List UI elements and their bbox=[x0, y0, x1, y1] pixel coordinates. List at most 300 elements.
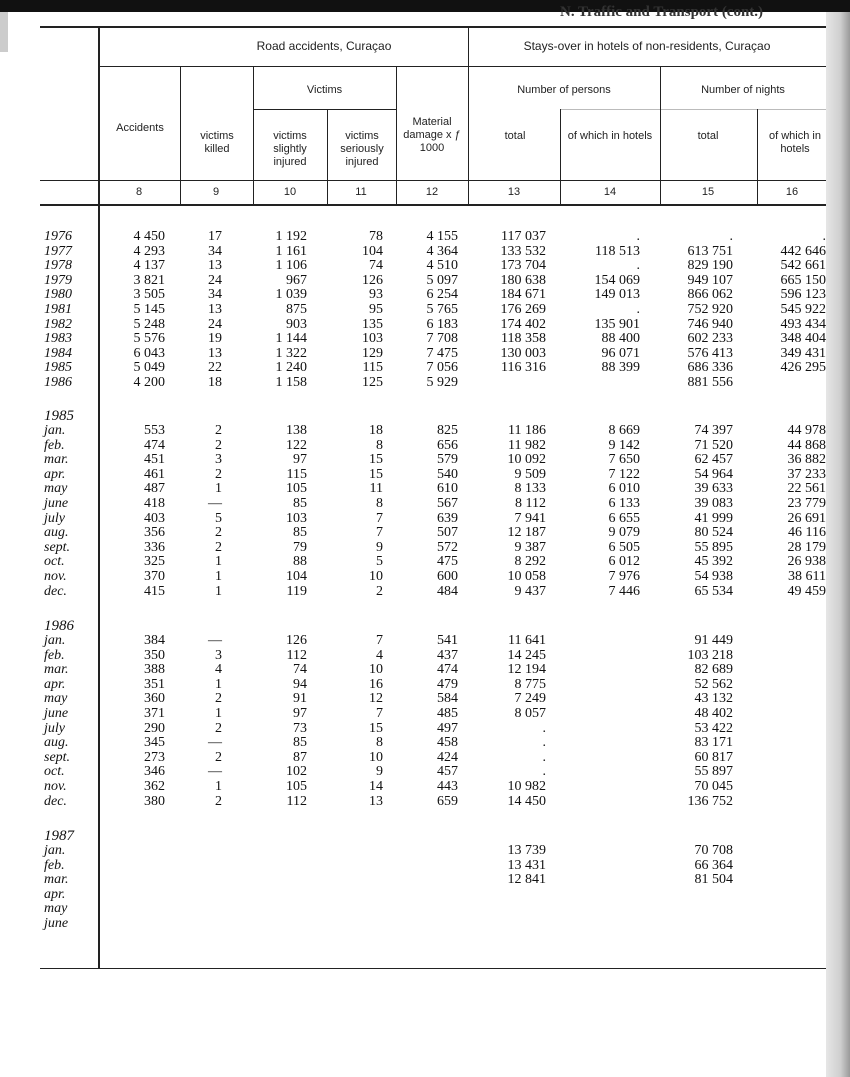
cell-col-11: 16 bbox=[369, 676, 383, 692]
col-divider bbox=[757, 109, 758, 205]
cell-col-9: 17 bbox=[208, 229, 222, 244]
cell-col-13: 11 641 bbox=[508, 633, 546, 648]
year-group-heading: 1987 bbox=[44, 828, 74, 844]
cell-col-9: 19 bbox=[208, 331, 222, 347]
col-persons-hotels: of which in hotels bbox=[567, 130, 653, 142]
row-label: feb. bbox=[44, 437, 65, 453]
cell-col-11: 9 bbox=[376, 764, 383, 780]
cell-col-10: 79 bbox=[293, 539, 307, 555]
row-label: apr. bbox=[44, 676, 66, 692]
cell-col-9: 24 bbox=[208, 272, 222, 288]
cell-col-8: 418 bbox=[144, 496, 165, 511]
cell-col-9: 2 bbox=[215, 691, 222, 707]
table-row bbox=[0, 273, 850, 288]
cell-col-9: 1 bbox=[215, 583, 222, 599]
row-label: 1983 bbox=[44, 331, 72, 347]
cell-col-16: 23 779 bbox=[787, 496, 826, 511]
cell-col-9: 1 bbox=[215, 569, 222, 584]
col-slightly: victims slightly injured bbox=[273, 130, 307, 168]
year-group-heading: 1985 bbox=[44, 408, 74, 424]
cell-col-11: 7 bbox=[376, 510, 383, 526]
cell-col-15: 53 422 bbox=[694, 720, 733, 736]
table-row bbox=[0, 901, 850, 916]
row-label: nov. bbox=[44, 779, 67, 794]
cell-col-15: 52 562 bbox=[694, 676, 733, 692]
cell-col-9: 24 bbox=[208, 316, 222, 332]
cell-col-13: 12 841 bbox=[507, 872, 546, 888]
cell-col-14: 88 400 bbox=[601, 331, 640, 347]
table-row bbox=[0, 375, 850, 390]
cell-col-10: 119 bbox=[286, 583, 307, 599]
cell-col-14: 88 399 bbox=[601, 360, 640, 376]
cell-col-16: 26 938 bbox=[787, 554, 826, 570]
cell-col-12: 5 765 bbox=[426, 302, 458, 317]
row-label: july bbox=[44, 510, 65, 526]
table-row bbox=[0, 794, 850, 809]
cell-col-11: 14 bbox=[369, 779, 383, 794]
row-label: may bbox=[44, 901, 68, 917]
row-label: apr. bbox=[44, 466, 66, 482]
cell-col-8: 351 bbox=[144, 676, 165, 692]
table-row bbox=[0, 584, 850, 599]
cell-col-8: 5 576 bbox=[133, 331, 165, 347]
cell-col-15: 74 397 bbox=[694, 423, 733, 438]
cell-col-12: 4 510 bbox=[426, 258, 458, 274]
cell-col-13: 117 037 bbox=[501, 229, 546, 244]
cell-col-15: 55 895 bbox=[694, 539, 733, 555]
cell-col-15: 81 504 bbox=[694, 872, 733, 888]
row-label: apr. bbox=[44, 886, 66, 902]
cell-col-8: 4 293 bbox=[133, 243, 165, 259]
cell-col-12: 7 056 bbox=[426, 360, 458, 376]
row-label: oct. bbox=[44, 554, 65, 570]
row-label: jan. bbox=[44, 633, 66, 648]
row-label: jan. bbox=[44, 843, 66, 858]
cell-col-13: 8 112 bbox=[515, 496, 546, 511]
cell-col-9: 2 bbox=[215, 423, 222, 438]
cell-col-10: 875 bbox=[286, 302, 307, 317]
column-number: 13 bbox=[507, 186, 521, 198]
cell-col-11: 129 bbox=[362, 345, 383, 361]
column-number: 16 bbox=[785, 186, 799, 198]
cell-col-14: 9 079 bbox=[608, 525, 640, 541]
cell-col-16: 49 459 bbox=[787, 583, 826, 599]
table-row bbox=[0, 481, 850, 496]
table-row bbox=[0, 331, 850, 346]
cell-col-9: 34 bbox=[208, 243, 222, 259]
cell-col-13: . bbox=[542, 749, 546, 765]
cell-col-9: 13 bbox=[208, 302, 222, 317]
cell-col-9: 34 bbox=[208, 287, 222, 303]
table-row bbox=[0, 858, 850, 873]
cell-col-11: 74 bbox=[369, 258, 383, 274]
cell-col-13: 8 775 bbox=[514, 676, 546, 692]
table-row bbox=[0, 721, 850, 736]
row-label: mar. bbox=[44, 872, 69, 888]
cell-col-16: 665 150 bbox=[780, 272, 826, 288]
cell-col-13: . bbox=[542, 720, 546, 736]
cell-col-10: 85 bbox=[293, 525, 307, 541]
table-row bbox=[0, 360, 850, 375]
cell-col-8: 370 bbox=[144, 569, 165, 584]
cell-col-11: 126 bbox=[362, 272, 383, 288]
cell-col-14: . bbox=[636, 258, 640, 274]
cell-col-11: 15 bbox=[369, 466, 383, 482]
cell-col-15: 70 045 bbox=[694, 779, 733, 794]
cell-col-11: 8 bbox=[376, 496, 383, 511]
row-label: june bbox=[44, 706, 69, 721]
cell-col-15: 45 392 bbox=[694, 554, 733, 570]
cell-col-8: 3 821 bbox=[133, 272, 165, 288]
col-divider bbox=[396, 66, 397, 205]
cell-col-16: 22 561 bbox=[787, 481, 826, 497]
cell-col-16: 349 431 bbox=[780, 345, 826, 361]
cell-col-9: 3 bbox=[215, 452, 222, 468]
cell-col-8: 5 145 bbox=[133, 302, 165, 317]
cell-col-10: 112 bbox=[286, 793, 307, 809]
table-row bbox=[0, 691, 850, 706]
row-label: 1982 bbox=[44, 316, 72, 332]
cell-col-10: 102 bbox=[286, 764, 307, 780]
cell-col-10: 73 bbox=[293, 720, 307, 736]
cell-col-9: 1 bbox=[215, 779, 222, 794]
cell-col-14: 7 650 bbox=[608, 452, 640, 468]
table-row bbox=[0, 554, 850, 569]
cell-col-8: 3 505 bbox=[133, 287, 165, 303]
row-label: aug. bbox=[44, 735, 69, 751]
cell-col-10: 105 bbox=[286, 779, 307, 794]
row-label: may bbox=[44, 691, 68, 707]
column-number: 14 bbox=[603, 186, 617, 198]
cell-col-15: 602 233 bbox=[687, 331, 733, 347]
cell-col-10: 115 bbox=[286, 466, 307, 482]
col-killed: victims killed bbox=[200, 130, 234, 155]
cell-col-9: 2 bbox=[215, 749, 222, 765]
row-label: 1976 bbox=[44, 229, 72, 244]
cell-col-14: 6 010 bbox=[608, 481, 640, 497]
cell-col-9: 4 bbox=[215, 662, 222, 678]
cell-col-11: 8 bbox=[376, 735, 383, 751]
row-label: 1981 bbox=[44, 302, 72, 317]
cell-col-8: 273 bbox=[144, 749, 165, 765]
cell-col-12: 475 bbox=[437, 554, 458, 570]
cell-col-10: 967 bbox=[286, 272, 307, 288]
cell-col-11: 7 bbox=[376, 706, 383, 721]
cell-col-8: 553 bbox=[144, 423, 165, 438]
row-label: mar. bbox=[44, 662, 69, 678]
cell-col-10: 105 bbox=[286, 481, 307, 497]
row-label: feb. bbox=[44, 647, 65, 663]
cell-col-13: 13 739 bbox=[507, 843, 546, 858]
cell-col-12: 659 bbox=[437, 793, 458, 809]
cell-col-12: 4 364 bbox=[426, 243, 458, 259]
cell-col-15: 48 402 bbox=[694, 706, 733, 721]
row-label: 1978 bbox=[44, 258, 72, 274]
cell-col-15: 752 920 bbox=[687, 302, 733, 317]
cell-col-14: 135 901 bbox=[594, 316, 640, 332]
table-row bbox=[0, 633, 850, 648]
cell-col-12: 567 bbox=[437, 496, 458, 511]
cell-col-15: 82 689 bbox=[694, 662, 733, 678]
year-group-heading: 1986 bbox=[44, 618, 74, 634]
cell-col-11: 13 bbox=[369, 793, 383, 809]
cell-col-14: 96 071 bbox=[601, 345, 640, 361]
cell-col-11: 9 bbox=[376, 539, 383, 555]
cell-col-8: 6 043 bbox=[133, 345, 165, 361]
cell-col-15: 949 107 bbox=[687, 272, 733, 288]
cell-col-16: 46 116 bbox=[788, 525, 826, 541]
cell-col-10: 88 bbox=[293, 554, 307, 570]
cell-col-15: 70 708 bbox=[694, 843, 733, 858]
row-label: jan. bbox=[44, 423, 66, 438]
cell-col-15: 881 556 bbox=[687, 375, 733, 390]
row-label: aug. bbox=[44, 525, 69, 541]
cell-col-13: 118 358 bbox=[501, 331, 546, 347]
table-row bbox=[0, 244, 850, 259]
cell-col-13: 184 671 bbox=[500, 287, 546, 303]
cell-col-10: 1 039 bbox=[275, 287, 307, 303]
cell-col-8: 346 bbox=[144, 764, 165, 780]
running-head: N. Traffic and Transport (cont.) bbox=[560, 4, 764, 20]
cell-col-10: 85 bbox=[293, 496, 307, 511]
row-label: sept. bbox=[44, 749, 71, 765]
table-row bbox=[0, 779, 850, 794]
column-number: 9 bbox=[212, 186, 220, 198]
cell-col-8: 4 450 bbox=[133, 229, 165, 244]
cell-col-10: 903 bbox=[286, 316, 307, 332]
cell-col-9: — bbox=[208, 633, 222, 648]
table-row bbox=[0, 648, 850, 663]
cell-col-15: 91 449 bbox=[694, 633, 733, 648]
cell-col-12: 479 bbox=[437, 676, 458, 692]
cell-col-15: 54 938 bbox=[694, 569, 733, 584]
cell-col-15: 613 751 bbox=[687, 243, 733, 259]
cell-col-13: 9 437 bbox=[514, 583, 546, 599]
cell-col-10: 1 106 bbox=[275, 258, 307, 274]
cell-col-11: 115 bbox=[362, 360, 383, 376]
cell-col-10: 1 144 bbox=[275, 331, 307, 347]
cell-col-11: 103 bbox=[362, 331, 383, 347]
table-row bbox=[0, 287, 850, 302]
cell-col-9: 2 bbox=[215, 437, 222, 453]
cell-col-10: 112 bbox=[286, 647, 307, 663]
row-label: july bbox=[44, 720, 65, 736]
cell-col-12: 484 bbox=[437, 583, 458, 599]
cell-col-11: 10 bbox=[369, 749, 383, 765]
cell-col-15: 746 940 bbox=[687, 316, 733, 332]
cell-col-9: 1 bbox=[215, 676, 222, 692]
cell-col-8: 384 bbox=[144, 633, 165, 648]
cell-col-14: 9 142 bbox=[608, 437, 640, 453]
cell-col-8: 451 bbox=[144, 452, 165, 468]
cell-col-12: 6 183 bbox=[426, 316, 458, 332]
table-row bbox=[0, 438, 850, 453]
victims-divider bbox=[253, 109, 396, 110]
cell-col-16: 542 661 bbox=[780, 258, 826, 274]
cell-col-11: 15 bbox=[369, 452, 383, 468]
cell-col-16: 38 611 bbox=[788, 569, 826, 584]
col-nights-hotels: of which in hotels bbox=[769, 130, 821, 155]
cell-col-15: 829 190 bbox=[687, 258, 733, 274]
cell-col-15: 39 633 bbox=[694, 481, 733, 497]
cell-col-12: 610 bbox=[437, 481, 458, 497]
cell-col-8: 415 bbox=[144, 583, 165, 599]
cell-col-13: 7 249 bbox=[514, 691, 546, 707]
cell-col-13: 10 092 bbox=[507, 452, 546, 468]
cell-col-14: 7 976 bbox=[608, 569, 640, 584]
stays-over-title: Stays-over in hotels of non-residents, Curaçao bbox=[523, 39, 771, 53]
cell-col-13: 8 292 bbox=[514, 554, 546, 570]
table-row bbox=[0, 677, 850, 692]
table-row bbox=[0, 843, 850, 858]
cell-col-15: 60 817 bbox=[694, 749, 733, 765]
cell-col-13: 133 532 bbox=[500, 243, 546, 259]
cell-col-11: 93 bbox=[369, 287, 383, 303]
cell-col-9: 2 bbox=[215, 539, 222, 555]
cell-col-8: 356 bbox=[144, 525, 165, 541]
victims-heading: Victims bbox=[306, 84, 343, 96]
cell-col-10: 94 bbox=[293, 676, 307, 692]
row-label: nov. bbox=[44, 569, 67, 584]
cell-col-12: 825 bbox=[437, 423, 458, 438]
cell-col-8: 362 bbox=[144, 779, 165, 794]
row-label: 1980 bbox=[44, 287, 72, 303]
cell-col-15: 71 520 bbox=[694, 437, 733, 453]
cell-col-16: 545 922 bbox=[780, 302, 826, 317]
table-row bbox=[0, 452, 850, 467]
cell-col-15: 54 964 bbox=[694, 466, 733, 482]
cell-col-13: 174 402 bbox=[500, 316, 546, 332]
table-row bbox=[0, 423, 850, 438]
table-top-rule bbox=[40, 26, 826, 28]
cell-col-11: 104 bbox=[362, 243, 383, 259]
cell-col-11: 125 bbox=[362, 375, 383, 390]
cell-col-11: 11 bbox=[369, 481, 383, 497]
cell-col-8: 336 bbox=[144, 539, 165, 555]
cell-col-8: 350 bbox=[144, 647, 165, 663]
cell-col-9: 22 bbox=[208, 360, 222, 376]
row-label: dec. bbox=[44, 583, 67, 599]
cell-col-12: 497 bbox=[437, 720, 458, 736]
col-seriously: victims seriously injured bbox=[340, 130, 384, 168]
cell-col-12: 457 bbox=[437, 764, 458, 780]
cell-col-10: 91 bbox=[293, 691, 307, 707]
table-row bbox=[0, 735, 850, 750]
cell-col-8: 345 bbox=[144, 735, 165, 751]
row-label: sept. bbox=[44, 539, 71, 555]
cell-col-10: 126 bbox=[286, 633, 307, 648]
cell-col-10: 122 bbox=[286, 437, 307, 453]
scan-left-edge bbox=[0, 12, 8, 52]
cell-col-12: 7 475 bbox=[426, 345, 458, 361]
cell-col-13: 130 003 bbox=[500, 345, 546, 361]
header-bottom-rule bbox=[40, 204, 826, 206]
cell-col-13: 180 638 bbox=[500, 272, 546, 288]
cell-col-15: 66 364 bbox=[694, 857, 733, 873]
cell-col-11: 135 bbox=[362, 316, 383, 332]
cell-col-9: 2 bbox=[215, 466, 222, 482]
cell-col-8: 487 bbox=[144, 481, 165, 497]
table-row bbox=[0, 317, 850, 332]
row-label: june bbox=[44, 496, 69, 511]
table-row bbox=[0, 540, 850, 555]
cell-col-9: 2 bbox=[215, 720, 222, 736]
cell-col-14: 8 669 bbox=[608, 423, 640, 438]
cell-col-10: 97 bbox=[293, 452, 307, 468]
row-label: dec. bbox=[44, 793, 67, 809]
col-nights-total: total bbox=[697, 130, 719, 142]
cell-col-15: 686 336 bbox=[687, 360, 733, 376]
cell-col-16: . bbox=[822, 229, 826, 244]
cell-col-11: 10 bbox=[369, 569, 383, 584]
row-label: june bbox=[44, 916, 69, 931]
cell-col-14: 118 513 bbox=[595, 243, 640, 259]
table-row bbox=[0, 229, 850, 244]
cell-col-13: 14 450 bbox=[507, 793, 546, 809]
col-divider bbox=[327, 109, 328, 205]
road-accidents-title: Road accidents, Curaçao bbox=[256, 39, 392, 53]
table-row bbox=[0, 662, 850, 677]
cell-col-12: 443 bbox=[437, 779, 458, 794]
cell-col-13: 13 431 bbox=[507, 857, 546, 873]
cell-col-10: 85 bbox=[293, 735, 307, 751]
cell-col-9: 13 bbox=[208, 258, 222, 274]
column-number: 12 bbox=[425, 186, 439, 198]
cell-col-16: 44 868 bbox=[787, 437, 826, 453]
cell-col-12: 6 254 bbox=[426, 287, 458, 303]
cell-col-12: 584 bbox=[437, 691, 458, 707]
cell-col-12: 437 bbox=[437, 647, 458, 663]
cell-col-12: 639 bbox=[437, 510, 458, 526]
cell-col-9: 1 bbox=[215, 481, 222, 497]
cell-col-16: 348 404 bbox=[780, 331, 826, 347]
cell-col-14: 6 655 bbox=[608, 510, 640, 526]
cell-col-11: 2 bbox=[376, 583, 383, 599]
row-label: mar. bbox=[44, 452, 69, 468]
cell-col-16: 36 882 bbox=[787, 452, 826, 468]
cell-col-8: 371 bbox=[144, 706, 165, 721]
cell-col-9: 2 bbox=[215, 793, 222, 809]
cell-col-14: 6 505 bbox=[608, 539, 640, 555]
cell-col-12: 5 097 bbox=[426, 272, 458, 288]
cell-col-9: — bbox=[208, 764, 222, 780]
cell-col-13: 7 941 bbox=[514, 510, 546, 526]
cell-col-13: 11 982 bbox=[508, 437, 546, 453]
row-label: 1984 bbox=[44, 345, 72, 361]
cell-col-12: 5 929 bbox=[426, 375, 458, 390]
table-row bbox=[0, 706, 850, 721]
table-row bbox=[0, 887, 850, 902]
cell-col-11: 5 bbox=[376, 554, 383, 570]
cell-col-10: 103 bbox=[286, 510, 307, 526]
cell-col-11: 15 bbox=[369, 720, 383, 736]
cell-col-10: 1 158 bbox=[275, 375, 307, 390]
table-row bbox=[0, 346, 850, 361]
cell-col-12: 600 bbox=[437, 569, 458, 584]
table-bottom-rule bbox=[40, 968, 826, 969]
cell-col-10: 104 bbox=[286, 569, 307, 584]
row-label: feb. bbox=[44, 857, 65, 873]
cell-col-13: 116 316 bbox=[501, 360, 546, 376]
cell-col-9: 5 bbox=[215, 510, 222, 526]
cell-col-13: 8 057 bbox=[514, 706, 546, 721]
cell-col-8: 388 bbox=[144, 662, 165, 678]
cell-col-12: 458 bbox=[437, 735, 458, 751]
cell-col-11: 95 bbox=[369, 302, 383, 317]
cell-col-11: 4 bbox=[376, 647, 383, 663]
cell-col-13: 12 187 bbox=[507, 525, 546, 541]
cell-col-10: 74 bbox=[293, 662, 307, 678]
